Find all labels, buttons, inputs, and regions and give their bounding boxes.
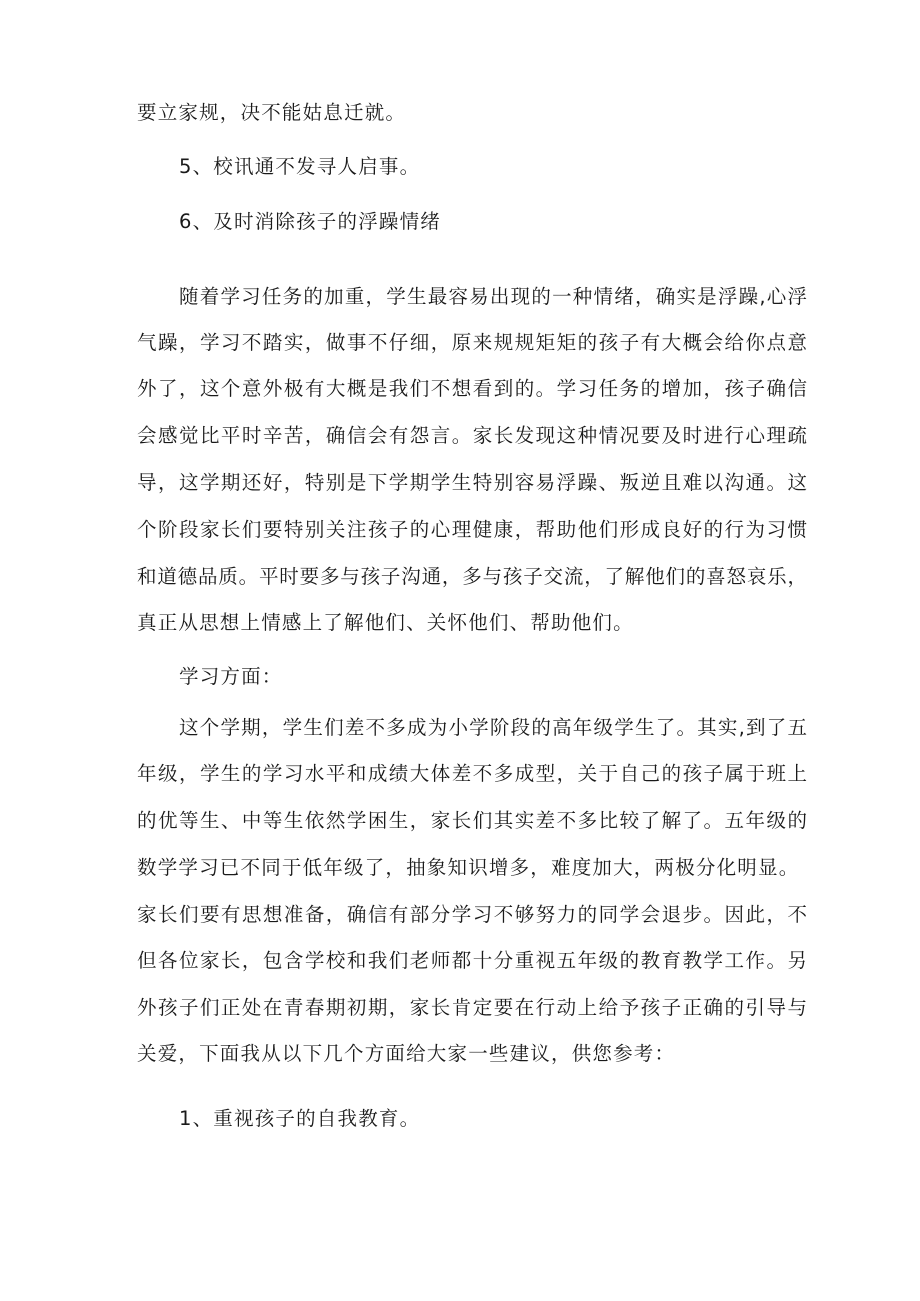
- list-item-5: 5、校讯通不发寻人启事。: [179, 155, 421, 178]
- paragraph-line: 外了，这个意外极有大概是我们不想看到的。学习任务的增加，孩子确信: [137, 377, 807, 400]
- paragraph-line: 气躁，学习不踏实，做事不仔细，原来规规矩矩的孩子有大概会给你点意: [137, 331, 807, 354]
- paragraph-line: 外孩子们正处在青春期初期，家长肯定要在行动上给予孩子正确的引导与: [137, 996, 807, 1019]
- list-item-6-heading: 6、及时消除孩子的浮躁情绪: [179, 210, 442, 233]
- section-heading: 学习方面：: [179, 665, 283, 688]
- paragraph-line: 真正从思想上情感上了解他们、关怀他们、帮助他们。: [137, 611, 634, 634]
- paragraph-line: 个阶段家长们要特别关注孩子的心理健康，帮助他们形成良好的行为习惯: [137, 518, 807, 541]
- paragraph-line: 和道德品质。平时要多与孩子沟通，多与孩子交流，了解他们的喜怒哀乐，: [137, 565, 807, 588]
- paragraph-line: 家长们要有思想准备，确信有部分学习不够努力的同学会退步。因此，不: [137, 903, 807, 926]
- paragraph-line: 导，这学期还好，特别是下学期学生特别容易浮躁、叛逆且难以沟通。这: [137, 471, 807, 494]
- paragraph-line: 关爱，下面我从以下几个方面给大家一些建议，供您参考：: [137, 1042, 676, 1065]
- paragraph-line: 年级，学生的学习水平和成绩大体差不多成型，关于自己的孩子属于班上: [137, 762, 807, 785]
- paragraph-line: 的优等生、中等生依然学困生，家长们其实差不多比较了解了。五年级的: [137, 809, 807, 832]
- paragraph-line: 会感觉比平时辛苦，确信会有怨言。家长发现这种情况要及时进行心理疏: [137, 424, 807, 447]
- list-item-1: 1、重视孩子的自我教育。: [179, 1107, 421, 1130]
- paragraph-line: 随着学习任务的加重，学生最容易出现的一种情绪，确实是浮躁,心浮: [179, 285, 807, 308]
- paragraph-line: 但各位家长，包含学校和我们老师都十分重视五年级的教育教学工作。另: [137, 949, 807, 972]
- paragraph-line: 数学学习已不同于低年级了，抽象知识增多，难度加大，两极分化明显。: [137, 856, 800, 879]
- text-line-continuation: 要立家规，决不能姑息迁就。: [137, 101, 407, 124]
- paragraph-line: 这个学期，学生们差不多成为小学阶段的高年级学生了。其实,到了五: [179, 716, 807, 739]
